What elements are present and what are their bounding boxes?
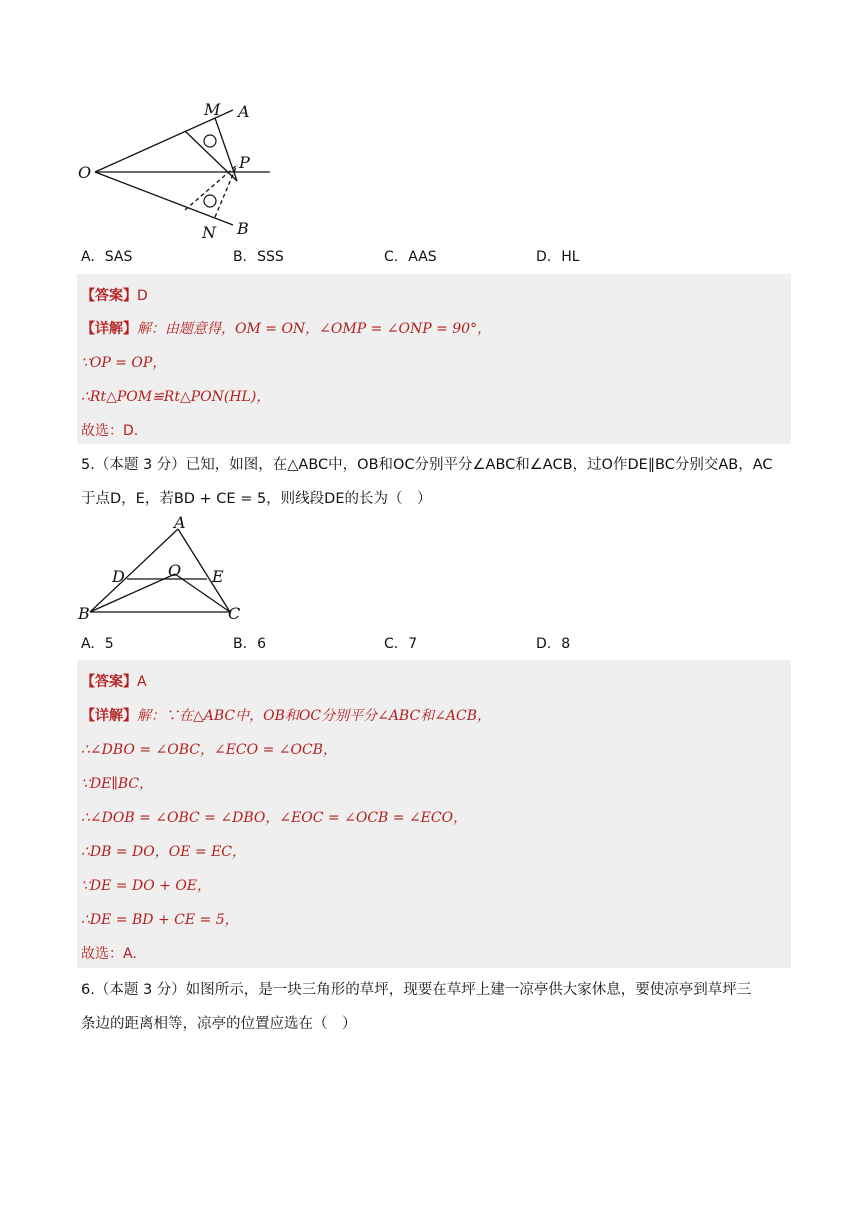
q5-detail-line-5: ∴DB = DO，OE = EC， [81, 844, 247, 860]
equal-mark-upper [204, 135, 216, 147]
label-c: C [228, 604, 241, 623]
q4-option-c[interactable]: C. AAS [384, 249, 437, 265]
q5-option-d[interactable]: D. 8 [536, 636, 571, 652]
q4-detail-line-3: ∴Rt△POM≌Rt△PON(HL)， [81, 389, 271, 405]
q5-detail-line-1: 【详解】解：∵在△ABC中，OB和OC分别平分∠ABC和∠ACB， [81, 708, 492, 724]
label-o: O [78, 163, 92, 182]
label-b: B [237, 219, 249, 238]
q5-stem-line-1: 5.（本题 3 分）已知，如图，在△ABC中，OB和OC分别平分∠ABC和∠ACB，过O作DE∥BC分别交AB，AC [81, 457, 773, 473]
label-a: A [238, 102, 250, 121]
label-b: B [78, 604, 90, 623]
q5-detail-line-6: ∵DE = DO + OE， [81, 878, 212, 894]
label-m: M [204, 100, 221, 119]
q5-detail-line-3: ∵DE∥BC， [81, 776, 154, 792]
q4-detail-line-4: 故选：D. [81, 423, 139, 439]
q4-option-d[interactable]: D. HL [536, 249, 580, 265]
q5-answer-line: 【答案】A [81, 674, 147, 690]
q5-detail-line-8: 故选：A. [81, 946, 137, 962]
q4-option-b[interactable]: B. SSS [233, 249, 284, 265]
q6-stem-line-1: 6.（本题 3 分）如图所示，是一块三角形的草坪，现要在草坪上建一凉亭供大家休息，要使凉亭到草坪三 [81, 982, 752, 998]
label-d: D [112, 567, 125, 586]
label-p: P [239, 153, 250, 172]
q5-option-c[interactable]: C. 7 [384, 636, 418, 652]
q5-answer-box [77, 660, 791, 968]
angle-bisector-figure [70, 95, 280, 245]
q6-stem-line-2: 条边的距离相等，凉亭的位置应选在（ ） [81, 1016, 357, 1032]
q5-detail-line-2: ∴∠DBO = ∠OBC，∠ECO = ∠OCB， [81, 742, 337, 758]
segment-bo [90, 574, 175, 612]
q4-detail-line-2: ∵OP = OP， [81, 355, 167, 371]
q4-option-a[interactable]: A. SAS [81, 249, 133, 265]
q5-option-b[interactable]: B. 6 [233, 636, 266, 652]
triangle-abc-figure [72, 512, 252, 627]
q5-detail-line-7: ∴DE = BD + CE = 5， [81, 912, 239, 928]
q4-answer-box [77, 274, 791, 444]
ray-oa [95, 110, 233, 172]
q5-detail-line-4: ∴∠DOB = ∠OBC = ∠DBO，∠EOC = ∠OCB = ∠ECO， [81, 810, 468, 826]
q5-stem-line-2: 于点D，E，若BD + CE = 5，则线段DE的长为（ ） [81, 491, 432, 507]
q4-answer-line: 【答案】D [81, 288, 148, 304]
equal-mark-lower [204, 195, 216, 207]
q5-option-a[interactable]: A. 5 [81, 636, 114, 652]
q4-options [81, 249, 781, 269]
side-ab [90, 529, 178, 612]
label-a: A [174, 513, 186, 532]
segment-pm-inner [185, 131, 237, 181]
q5-options [81, 636, 781, 656]
label-n: N [202, 223, 216, 242]
ray-ob [95, 172, 233, 225]
q4-detail-line-1: 【详解】解：由题意得，OM = ON，∠OMP = ∠ONP = 90°， [81, 321, 492, 337]
label-o: O [168, 561, 182, 580]
label-e: E [212, 567, 224, 586]
